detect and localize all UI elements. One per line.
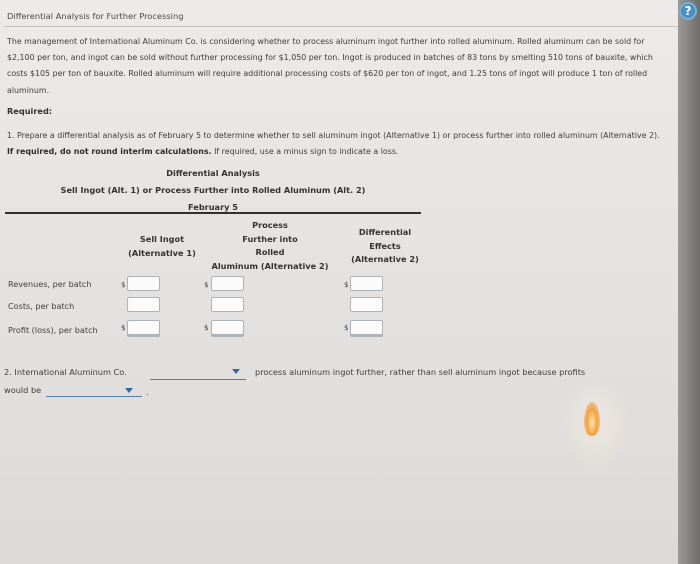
costs-alt2-input[interactable] xyxy=(211,297,244,312)
window-edge xyxy=(678,0,700,564)
currency-symbol: $ xyxy=(344,281,349,289)
page-title: Differential Analysis for Further Processing xyxy=(7,11,184,21)
dropdown-underline xyxy=(46,396,142,397)
revenues-alt2-input[interactable] xyxy=(211,276,244,291)
question-2-period: . xyxy=(146,387,149,397)
revenues-alt1-input[interactable] xyxy=(127,276,160,291)
dropdown-underline xyxy=(150,379,246,380)
problem-text: The management of International Aluminum Co. is considering whether to process aluminum ingot further into rolled aluminum. Rolled aluminum can be sold for $2,100 per ton, and ingot can be sold without further processing for $1,050 per ton. Ingot is produced in batches of 83 tons by smelting 510 tons of bauxite, which costs $105 per ton of bauxite. Rolled aluminum will require additional processing costs of $620 per ton of ingot, and 1.25 tons of ingot will produce 1 ton of rolled aluminum. xyxy=(7,37,653,95)
costs-alt1-input[interactable] xyxy=(127,297,160,312)
column-header-sell-ingot: Sell Ingot (Alternative 1) xyxy=(128,234,196,258)
question-1-sign-note: If required, use a minus sign to indicate a loss. xyxy=(214,147,399,157)
light-reflection xyxy=(584,402,600,436)
row-label-profit: Profit (loss), per batch xyxy=(8,325,98,335)
row-label-revenues: Revenues, per batch xyxy=(8,279,92,289)
question-1-instructions: 1. Prepare a differential analysis as of February 5 to determine whether to sell aluminum ingot (Alternative 1) or process further into rolled aluminum (Alternative 2). xyxy=(7,131,660,140)
table-title: Differential Analysis xyxy=(166,168,260,178)
table-date: February 5 xyxy=(188,202,238,212)
currency-symbol: $ xyxy=(344,324,349,332)
currency-symbol: $ xyxy=(204,281,209,289)
costs-differential-input[interactable] xyxy=(350,297,383,312)
currency-symbol: $ xyxy=(204,324,209,332)
currency-symbol: $ xyxy=(121,281,126,289)
profit-alt2-input[interactable] xyxy=(211,320,244,335)
profit-alt1-input[interactable] xyxy=(127,320,160,335)
required-label: Required: xyxy=(7,106,53,116)
revenues-differential-input[interactable] xyxy=(350,276,383,291)
column-header-differential-effects: Differential Effects (Alternative 2) xyxy=(351,227,419,264)
help-icon[interactable]: ? xyxy=(679,2,697,20)
chevron-down-icon xyxy=(125,388,133,393)
chevron-down-icon xyxy=(232,369,240,374)
title-divider xyxy=(4,26,678,27)
table-header-rule xyxy=(5,212,421,214)
question-1-text xyxy=(7,128,667,160)
row-label-costs: Costs, per batch xyxy=(8,301,75,311)
question-2-middle-text: process aluminum ingot further, rather than sell aluminum ingot because profits xyxy=(255,367,586,377)
question-1-rounding-note: If required, do not round interim calculations. xyxy=(7,147,212,157)
profit-differential-input[interactable] xyxy=(350,320,383,335)
question-2-would-be: would be xyxy=(4,385,42,395)
table-subtitle: Sell Ingot (Alt. 1) or Process Further into Rolled Aluminum (Alt. 2) xyxy=(60,185,366,195)
currency-symbol: $ xyxy=(121,324,126,332)
question-2-prefix: 2. International Aluminum Co. xyxy=(4,367,127,377)
column-header-process-further: Process Further into Rolled Aluminum (Alternative 2) xyxy=(211,220,329,271)
